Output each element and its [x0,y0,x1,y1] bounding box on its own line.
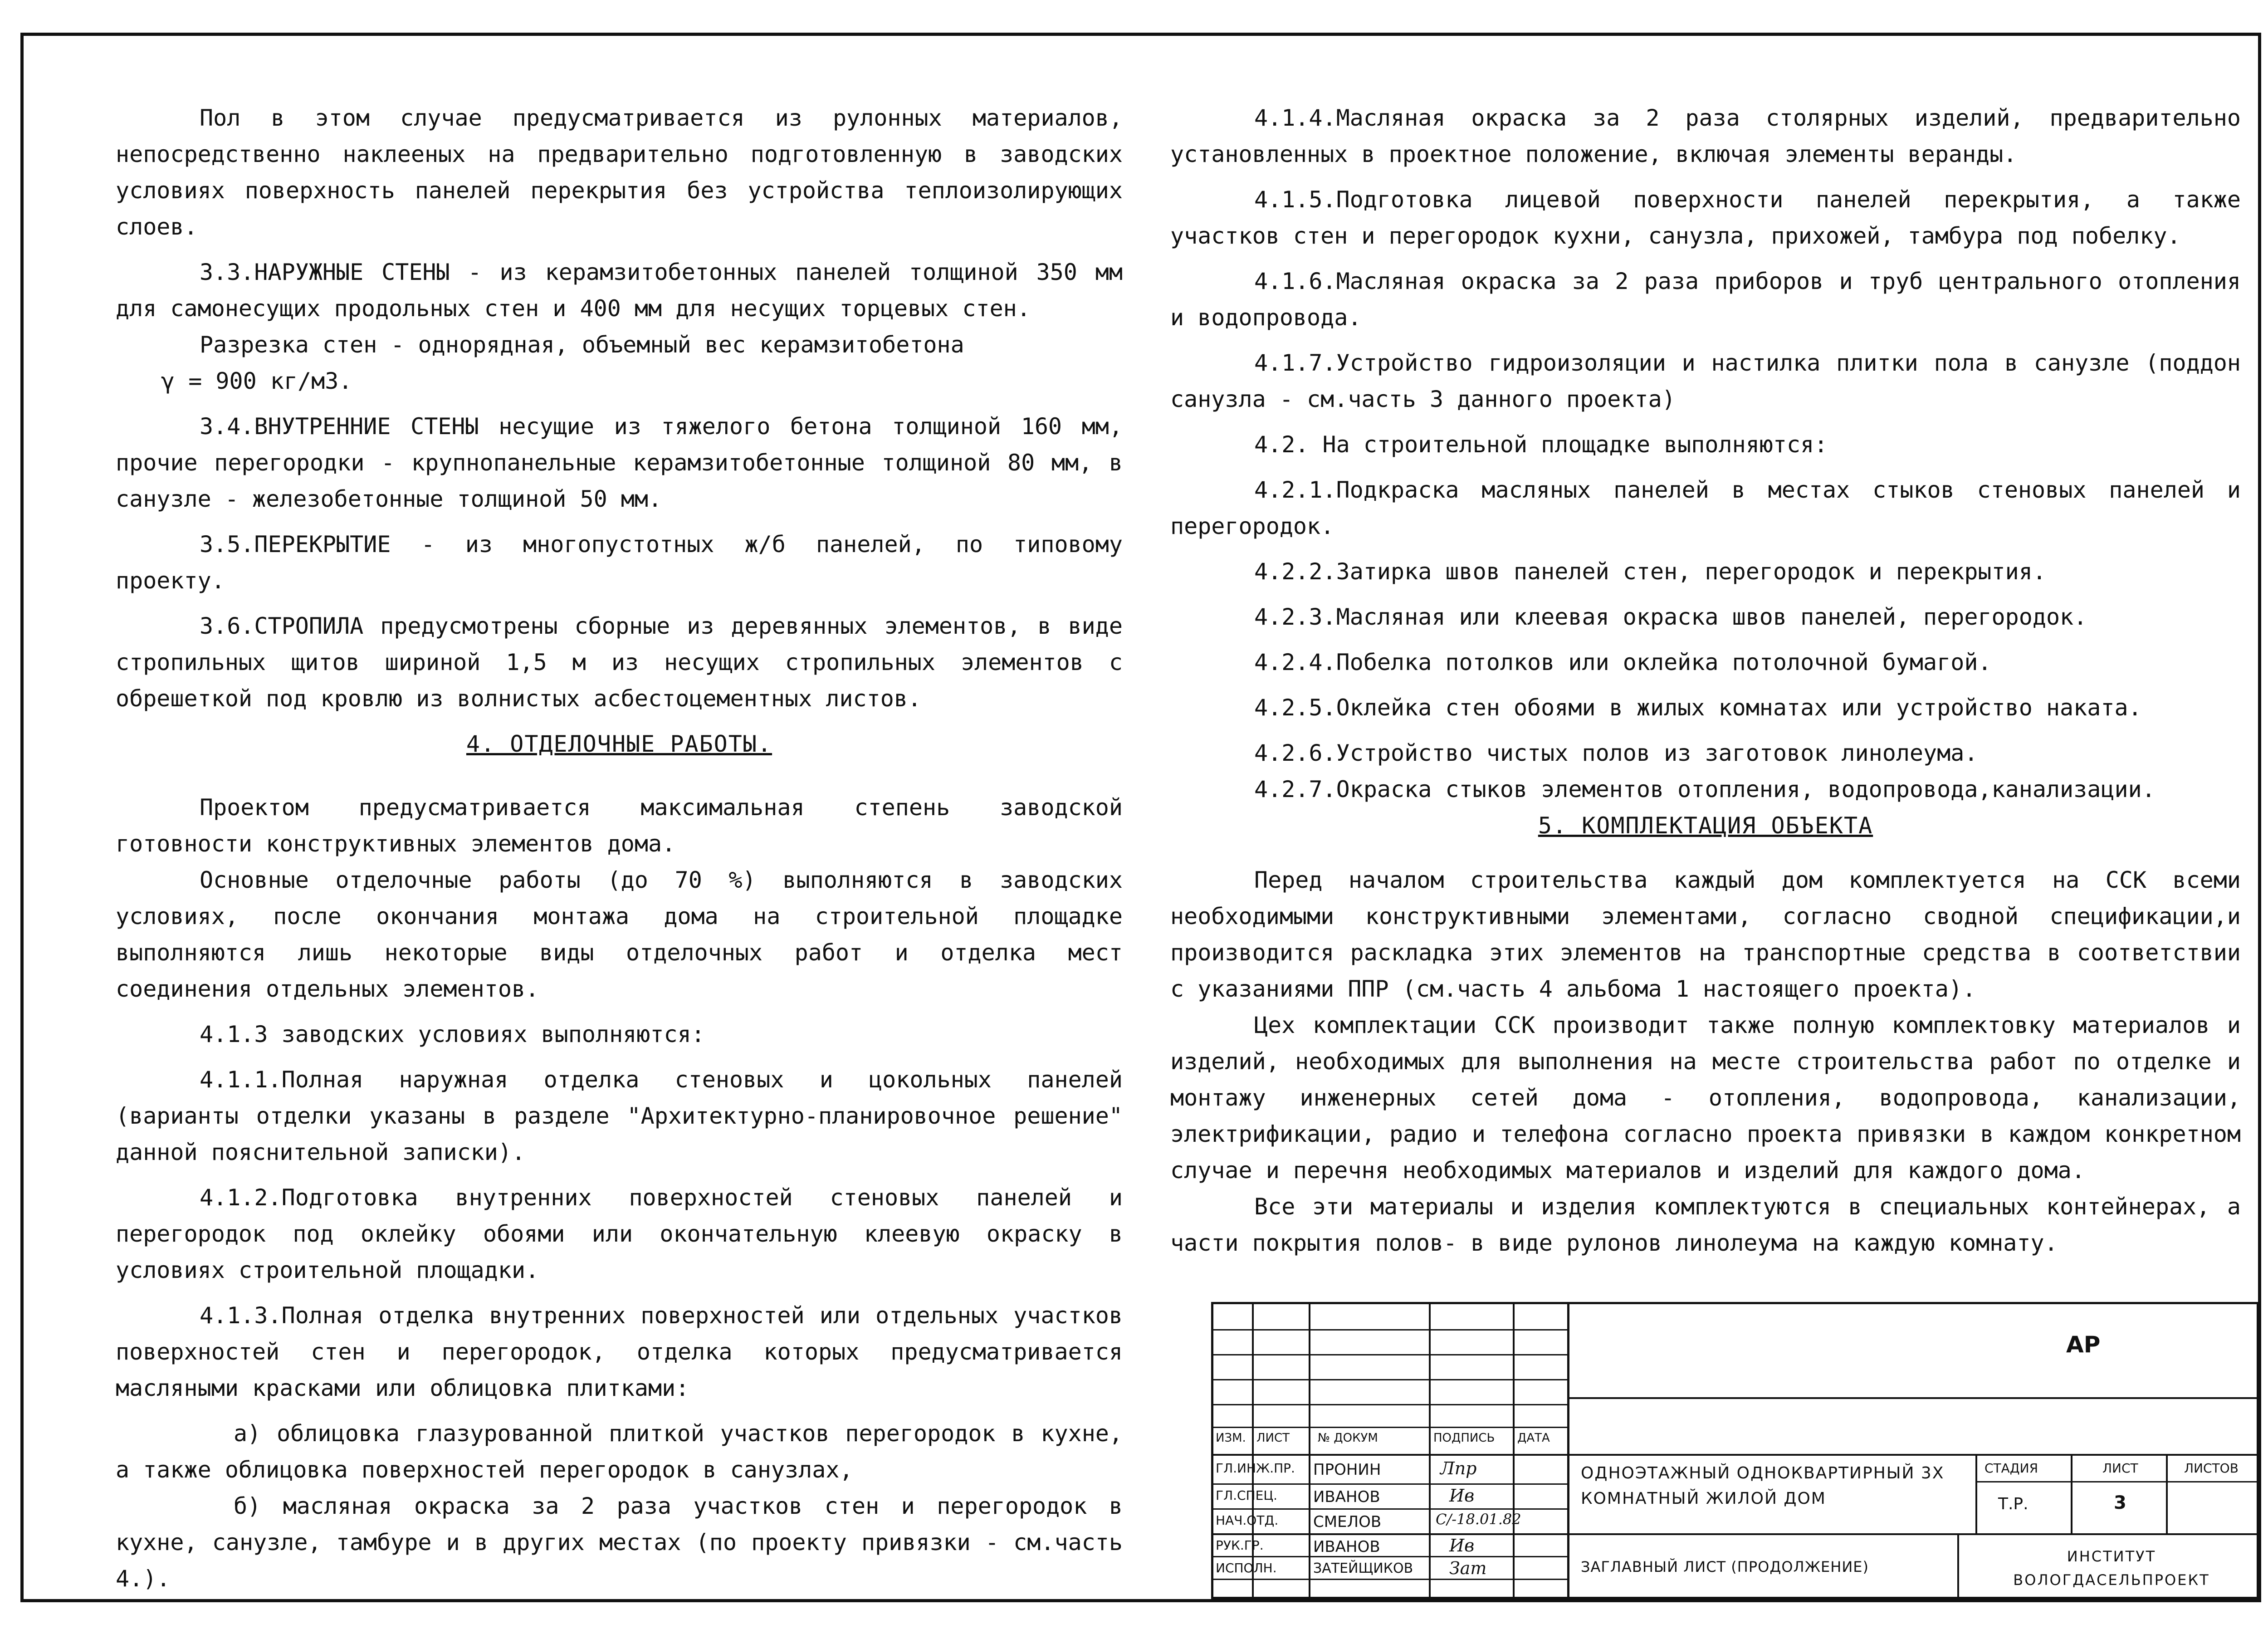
paragraph: 4.1.2.Подготовка внутренних поверхностей стеновых панелей и перегородок под оклейку обоями или окончательную клеевую окраску в условиях строительной площадки. [116,1184,1123,1283]
role: ГЛ.ИНЖ.ПР. [1216,1461,1295,1476]
stage-value: Т.Р. [1998,1495,2028,1513]
signature: Ив [1449,1536,1475,1556]
project-title: ОДНОЭТАЖНЫЙ ОДНОКВАРТИРНЫЙ 3Х КОМНАТНЫЙ ЖИЛОЙ ДОМ [1581,1464,1945,1508]
header-sheet: ЛИСТ [2102,1461,2138,1476]
sheet-code: АР [2066,1331,2101,1358]
paragraph: 4.2.1.Подкраска масляных панелей в местах стыков стеновых панелей и перегородок. [1170,477,2241,539]
section-heading-5: 5. КОМПЛЕКТАЦИЯ ОБЪЕКТА [1538,812,1873,839]
name: ПРОНИН [1313,1461,1381,1479]
paragraph: 3.5.ПЕРЕКРЫТИЕ - из многопустотных ж/б панелей, по типовому проекту. [116,531,1123,594]
paragraph: Цех комплектации ССК производит также полную комплектовку материалов и изделий, необходимых для выполнения на месте строительства работ по отделке и монтажу инженерных сетей дома - отопления, водопровода, канализации, электрификации, радио и телефона согласно проекта привязки в каждом конкретном случае и перечня необходимых материалов и изделий для каждого дома. [1170,1012,2241,1184]
paragraph: Все эти материалы и изделия комплектуются в специальных контейнерах, а части покрытия полов- в виде рулонов линолеума на каждую комнату. [1170,1194,2241,1256]
paragraph: Перед началом строительства каждый дом комплектуется на ССК всеми необходимыми конструктивными элементами, согласно сводной спецификации,и производится раскладка этих элементов на транспортные средства в соответствии с указаниями ППР (см.часть 4 альбома 1 настоящего проекта). [1170,867,2241,1002]
header-date: ДАТА [1517,1431,1550,1445]
signature: Ив [1449,1486,1475,1506]
header-sheets: ЛИСТОВ [2184,1461,2239,1476]
sheet-title: ЗАГЛАВНЫЙ ЛИСТ (ПРОДОЛЖЕНИЕ) [1581,1558,1869,1575]
paragraph: 4.1.6.Масляная окраска за 2 раза приборов и труб центрального отопления и водопровода. [1170,268,2241,331]
paragraph: 4.1.5.Подготовка лицевой поверхности панелей перекрытия, а также участков стен и перегородок кухни, санузла, прихожей, тамбура под побелку. [1170,186,2241,249]
paragraph: 4.1.1.Полная наружная отделка стеновых и цокольных панелей (варианты отделки указаны в разделе "Архитектурно-планировочное решение" данной пояснительной записки). [116,1066,1123,1165]
paragraph: 4.2.3.Масляная или клеевая окраска швов панелей, перегородок. [1254,604,2087,630]
role: ИСПОЛН. [1216,1561,1277,1575]
paragraph: 4.1.4.Масляная окраска за 2 раза столярных изделий, предварительно установленных в проектное положение, включая элементы веранды. [1170,105,2241,167]
paragraph: 4.2.7.Окраска стыков элементов отопления, водопровода,канализации. [1254,776,2156,802]
signature: Лпр [1440,1458,1477,1478]
role: НАЧ.ОТД. [1216,1513,1279,1528]
header-stage: СТАДИЯ [1984,1461,2038,1476]
paragraph: 4.1.7.Устройство гидроизоляции и настилка плитки пола в санузле (поддон санузла - см.часть 3 данного проекта) [1170,350,2241,412]
title-block [1211,1302,2259,1599]
right-column [1170,100,2241,1270]
header-signature: ПОДПИСЬ [1433,1431,1495,1445]
paragraph: 4.2. На строительной площадке выполняются: [1254,431,1828,458]
paragraph: Пол в этом случае предусматривается из рулонных материалов, непосредственно наклееных на предварительно подготовленную в заводских условиях поверхность панелей перекрытия без устройства теплоизолирующих слоев. [116,105,1123,240]
paragraph: Основные отделочные работы (до 70 %) выполняются в заводских условиях, после окончания монтажа дома на строительной площадке выполняются лишь некоторые виды отделочных работ и отделка мест соединения отдельных элементов. [116,867,1123,1002]
name: СМЕЛОВ [1313,1513,1382,1531]
paragraph: 4.1.3 заводских условиях выполняются: [200,1021,705,1047]
section-heading-4: 4. ОТДЕЛОЧНЫЕ РАБОТЫ. [466,731,772,757]
institute: ИНСТИТУТ ВОЛОГДАСЕЛЬПРОЕКТ [2013,1548,2210,1589]
name: ЗАТЕЙЩИКОВ [1313,1561,1413,1576]
paragraph: 3.3.НАРУЖНЫЕ СТЕНЫ - из керамзитобетонных панелей толщиной 350 мм для самонесущих продольных стен и 400 мм для несущих торцевых стен. [116,259,1123,322]
paragraph: γ = 900 кг/м3. [161,368,352,394]
name: ИВАНОВ [1313,1538,1380,1556]
paragraph: Разрезка стен - однорядная, объемный вес керамзитобетона [200,332,964,358]
header-list: ЛИСТ [1256,1431,1290,1445]
sheet-number: 3 [2114,1492,2126,1513]
paragraph: 3.6.СТРОПИЛА предусмотрены сборные из деревянных элементов, в виде стропильных щитов шириной 1,5 м из несущих стропильных элементов с обрешеткой под кровлю из волнистых асбестоцементных листов. [116,613,1123,712]
paragraph: 4.2.2.Затирка швов панелей стен, перегородок и перекрытия. [1254,558,2046,585]
role: ГЛ.СПЕЦ. [1216,1488,1277,1503]
signature: С/-18.01.82 [1436,1511,1521,1528]
paragraph: а) облицовка глазурованной плиткой участков перегородок в кухне, а также облицовка поверхностей перегородок в санузлах, [116,1420,1123,1483]
paragraph: б) масляная окраска за 2 раза участков стен и перегородок в кухне, санузле, тамбуре и в других местах (по проекту привязки - см.часть 4.). [116,1493,1123,1592]
paragraph: 3.4.ВНУТРЕННИЕ СТЕНЫ несущие из тяжелого бетона толщиной 160 мм, прочие перегородки - крупнопанельные керамзитобетонные толщиной 80 мм, в санузле - железобетонные толщиной 50 мм. [116,413,1123,512]
paragraph: 4.2.4.Побелка потолков или оклейка потолочной бумагой. [1254,649,1992,675]
paragraph: 4.1.3.Полная отделка внутренних поверхностей или отдельных участков поверхностей стен и перегородок, отделка которых предусматривается масляными красками или облицовка плитками: [116,1302,1123,1401]
name: ИВАНОВ [1313,1488,1380,1506]
header-document: № ДОКУМ [1318,1431,1378,1445]
paragraph: 4.2.5.Оклейка стен обоями в жилых комнатах или устройство наката. [1254,695,2142,721]
paragraph: Проектом предусматривается максимальная степень заводской готовности конструктивных элементов дома. [116,794,1123,857]
role: РУК.ГР. [1216,1538,1264,1553]
left-column [116,100,1123,1606]
paragraph: 4.2.6.Устройство чистых полов из заготовок линолеума. [1254,740,1978,766]
signature: Зат [1449,1558,1487,1578]
header-izm: ИЗМ. [1216,1431,1246,1445]
